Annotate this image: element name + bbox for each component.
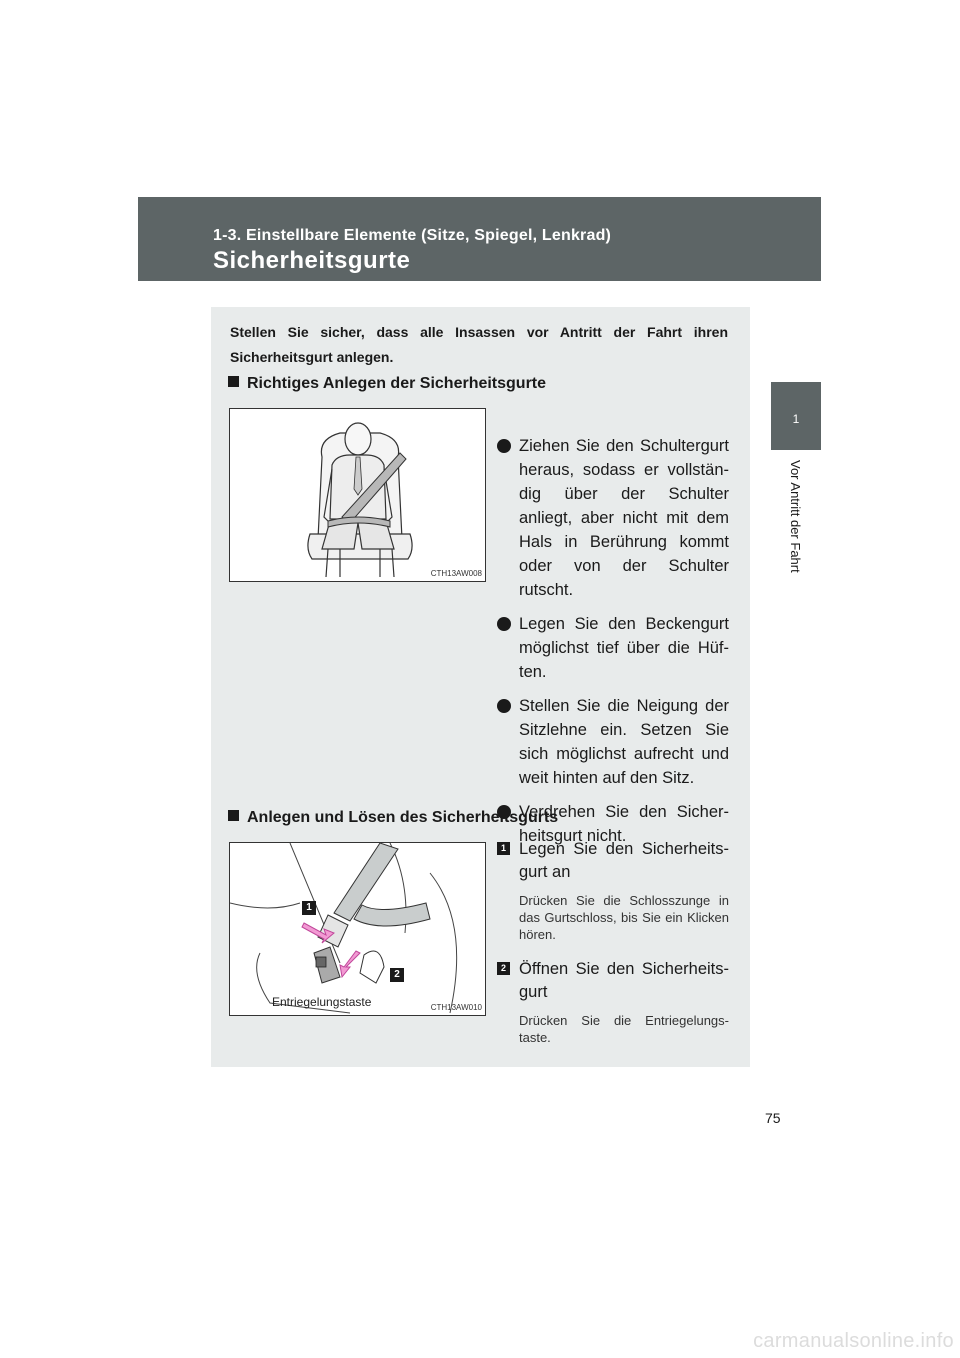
- square-bullet-icon: [228, 376, 239, 387]
- step-title: Legen Sie den Sicherheits-gurt an: [519, 840, 729, 881]
- callout-1: 1: [302, 901, 316, 915]
- step-description: Drücken Sie die Entriegelungs-taste.: [519, 1013, 729, 1045]
- release-button-label: Entriegelungstaste: [272, 995, 372, 1009]
- buckle-figure: [229, 842, 486, 1016]
- chapter-side-label: [789, 460, 803, 590]
- chapter-label: Vor Antritt der Fahrt: [788, 460, 803, 573]
- section-heading-correct-use: [228, 375, 546, 393]
- step-buckle: [497, 838, 729, 943]
- section-heading-buckle: [228, 809, 558, 827]
- intro-text: Stellen Sie sicher, dass alle Insassen vor Antritt der Fahrt ihren Sicherheitsgurt anlegen.: [230, 324, 728, 365]
- seatbelt-posture-figure: [229, 408, 486, 582]
- list-item: Ziehen Sie den Schultergurt heraus, sodass er vollstän-dig über der Schulter anliegt, aber nicht mit dem Hals in Berührung kommt oder von der Schulter rutscht.: [497, 434, 729, 602]
- page-number: 75: [765, 1110, 781, 1126]
- list-item: Verdrehen Sie den Sicher-heitsgurt nicht.: [497, 800, 729, 848]
- list-item: Stellen Sie die Neigung der Sitzlehne ein. Setzen Sie sich möglichst aufrecht und weit hinten auf den Sitz.: [497, 694, 729, 790]
- buckle-illustration: [230, 843, 485, 1015]
- bullet-dot-icon: [497, 699, 511, 713]
- figure-code: CTH13AW010: [430, 1003, 482, 1012]
- posture-bullet-list: [497, 434, 729, 858]
- seated-person-illustration: [230, 409, 485, 581]
- watermark: carmanualsonline.info: [753, 1330, 954, 1352]
- heading-text: Anlegen und Lösen des Sicherheitsgurts: [247, 809, 559, 826]
- section-subtitle: 1-3. Einstellbare Elemente (Sitze, Spiegel, Lenkrad): [213, 227, 612, 244]
- step-description: Drücken Sie die Schlosszunge in das Gurtschloss, bis Sie ein Klicken hören.: [519, 893, 729, 942]
- step-title: Öffnen Sie den Sicherheits-gurt: [519, 960, 729, 1001]
- page-title: Sicherheitsgurte: [213, 247, 411, 274]
- chapter-number: 1: [792, 412, 800, 426]
- list-item: Legen Sie den Beckengurt möglichst tief über die Hüf-ten.: [497, 612, 729, 684]
- figure-code: CTH13AW008: [430, 569, 482, 578]
- chapter-tab: [771, 382, 821, 450]
- step-release: [497, 958, 729, 1046]
- heading-text: Richtiges Anlegen der Sicherheitsgurte: [247, 375, 547, 392]
- section-header: [138, 197, 821, 281]
- bullet-dot-icon: [497, 439, 511, 453]
- callout-2: 2: [390, 968, 404, 982]
- square-bullet-icon: [228, 810, 239, 821]
- step-number-badge: 1: [497, 842, 510, 855]
- bullet-dot-icon: [497, 617, 511, 631]
- step-number-badge: 2: [497, 962, 510, 975]
